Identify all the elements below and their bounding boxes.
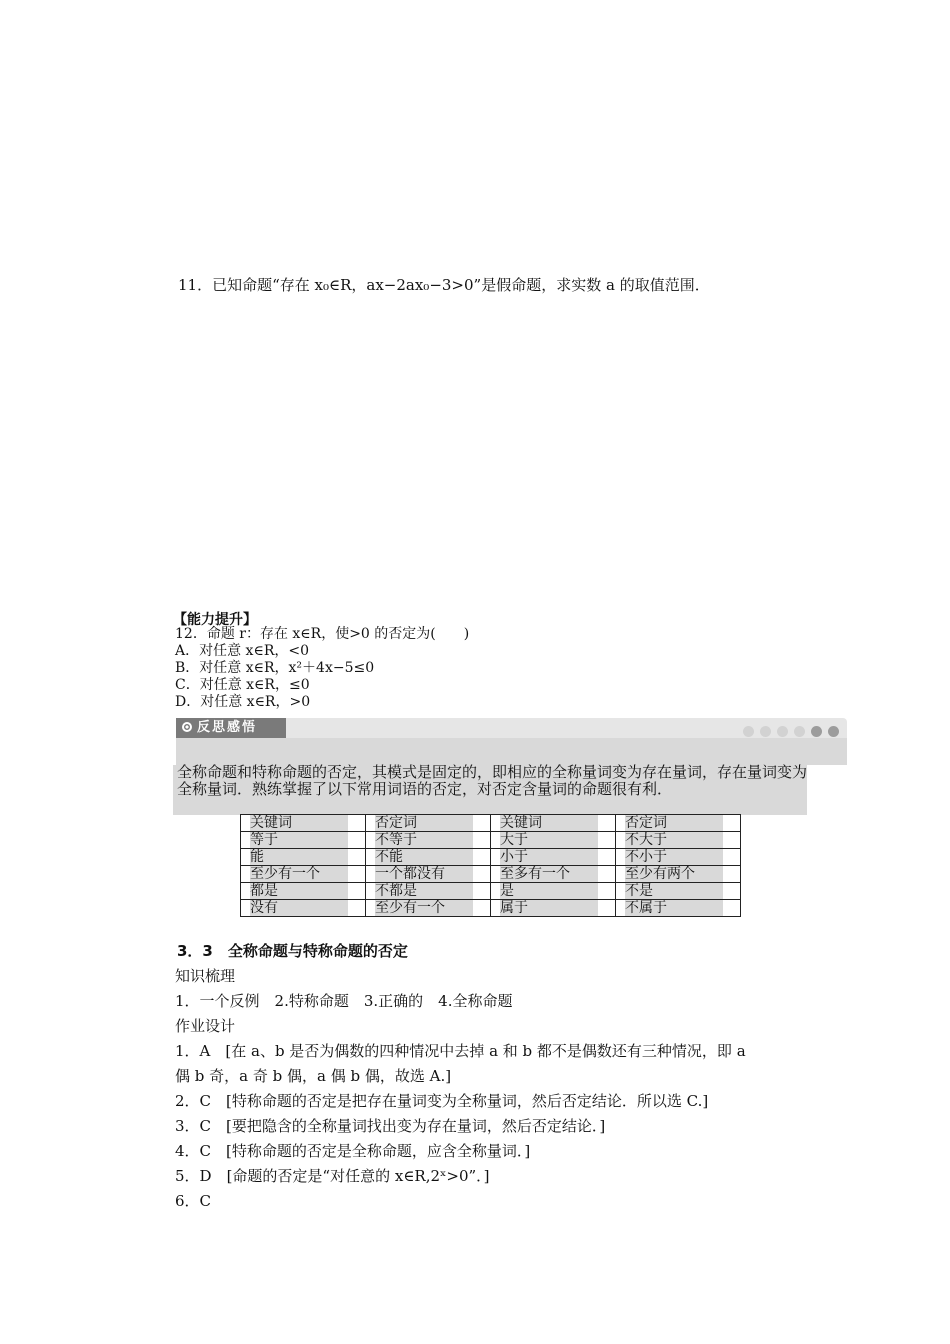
dot-icon	[743, 726, 754, 737]
question-12-stem: 12．命题 r：存在 x∈R，使>0 的否定为( )	[175, 626, 470, 642]
table-cell: 至少有一个	[250, 866, 348, 882]
table-cell: 不都是	[375, 883, 473, 899]
section-heading: 【能力提升】	[173, 612, 257, 628]
table-cell: 否定词	[375, 815, 473, 831]
answer-line: 6．C	[175, 1192, 212, 1210]
dot-icon	[794, 726, 805, 737]
table-cell: 是	[500, 883, 598, 899]
answer-line: 3．C [要把隐含的全称量词找出变为存在量词，然后否定结论．]	[175, 1117, 606, 1135]
table-cell: 至少有一个	[375, 900, 473, 916]
table-cell: 否定词	[625, 815, 723, 831]
question-12-option-b: B．对任意 x∈R，x²＋4x−5≤0	[175, 660, 375, 676]
target-icon	[182, 722, 192, 732]
table-cell: 不能	[375, 849, 473, 865]
answer-line: 偶 b 奇，a 奇 b 偶，a 偶 b 偶，故选 A.]	[175, 1067, 452, 1085]
dot-icon	[760, 726, 771, 737]
answer-line: 4．C [特称命题的否定是全称命题，应含全称量词．]	[175, 1142, 531, 1160]
dot-icon	[828, 726, 839, 737]
table-cell: 不小于	[625, 849, 723, 865]
question-11: 11．已知命题“存在 x₀∈R，ax−2ax₀−3>0”是假命题，求实数 a 的取值范围．	[178, 276, 710, 294]
reflection-background	[176, 738, 847, 765]
table-cell: 都是	[250, 883, 348, 899]
answer-line: 2．C [特称命题的否定是把存在量词变为全称量词，然后否定结论．所以选 C.]	[175, 1092, 709, 1110]
table-row	[241, 883, 741, 900]
table-cell: 小于	[500, 849, 598, 865]
table-row	[241, 849, 741, 866]
table-row	[241, 900, 741, 917]
question-12-option-c: C．对任意 x∈R，≤0	[175, 677, 310, 693]
dot-icon	[777, 726, 788, 737]
table-cell: 没有	[250, 900, 348, 916]
reflection-text: 全称命题和特称命题的否定，其模式是固定的，即相应的全称量词变为存在量词，存在量词变为全称量词．熟练掌握了以下常用词语的否定，对否定含量词的命题很有利．	[177, 763, 808, 798]
knowledge-line: 1．一个反例 2.特称命题 3.正确的 4.全称命题	[175, 992, 513, 1010]
table-cell: 至少有两个	[625, 866, 723, 882]
table-cell: 至多有一个	[500, 866, 598, 882]
table-cell: 大于	[500, 832, 598, 848]
table-cell: 关键词	[500, 815, 598, 831]
table-cell: 关键词	[250, 815, 348, 831]
table-cell: 不大于	[625, 832, 723, 848]
answer-line: 1．A [在 a、b 是否为偶数的四种情况中去掉 a 和 b 都不是偶数还有三种情况，即 a	[175, 1042, 746, 1060]
table-cell: 不等于	[375, 832, 473, 848]
knowledge-label: 知识梳理	[175, 967, 236, 985]
table-row	[241, 815, 741, 832]
question-12-option-d: D．对任意 x∈R，>0	[175, 694, 311, 710]
negation-words-table	[240, 814, 741, 917]
table-cell: 属于	[500, 900, 598, 916]
answers-title: 3．3 全称命题与特称命题的否定	[177, 942, 408, 960]
question-12-option-a: A．对任意 x∈R，<0	[175, 643, 309, 659]
dot-icon	[811, 726, 822, 737]
table-cell: 能	[250, 849, 348, 865]
table-cell: 不是	[625, 883, 723, 899]
reflection-banner-label: 反思感悟	[176, 718, 286, 738]
homework-label: 作业设计	[175, 1017, 236, 1035]
table-cell: 一个都没有	[375, 866, 473, 882]
reflection-banner	[176, 718, 847, 738]
table-row	[241, 866, 741, 883]
table-cell: 不属于	[625, 900, 723, 916]
table-row	[241, 832, 741, 849]
answer-line: 5．D [命题的否定是“对任意的 x∈R,2ˣ>0”．]	[175, 1167, 490, 1185]
table-cell: 等于	[250, 832, 348, 848]
